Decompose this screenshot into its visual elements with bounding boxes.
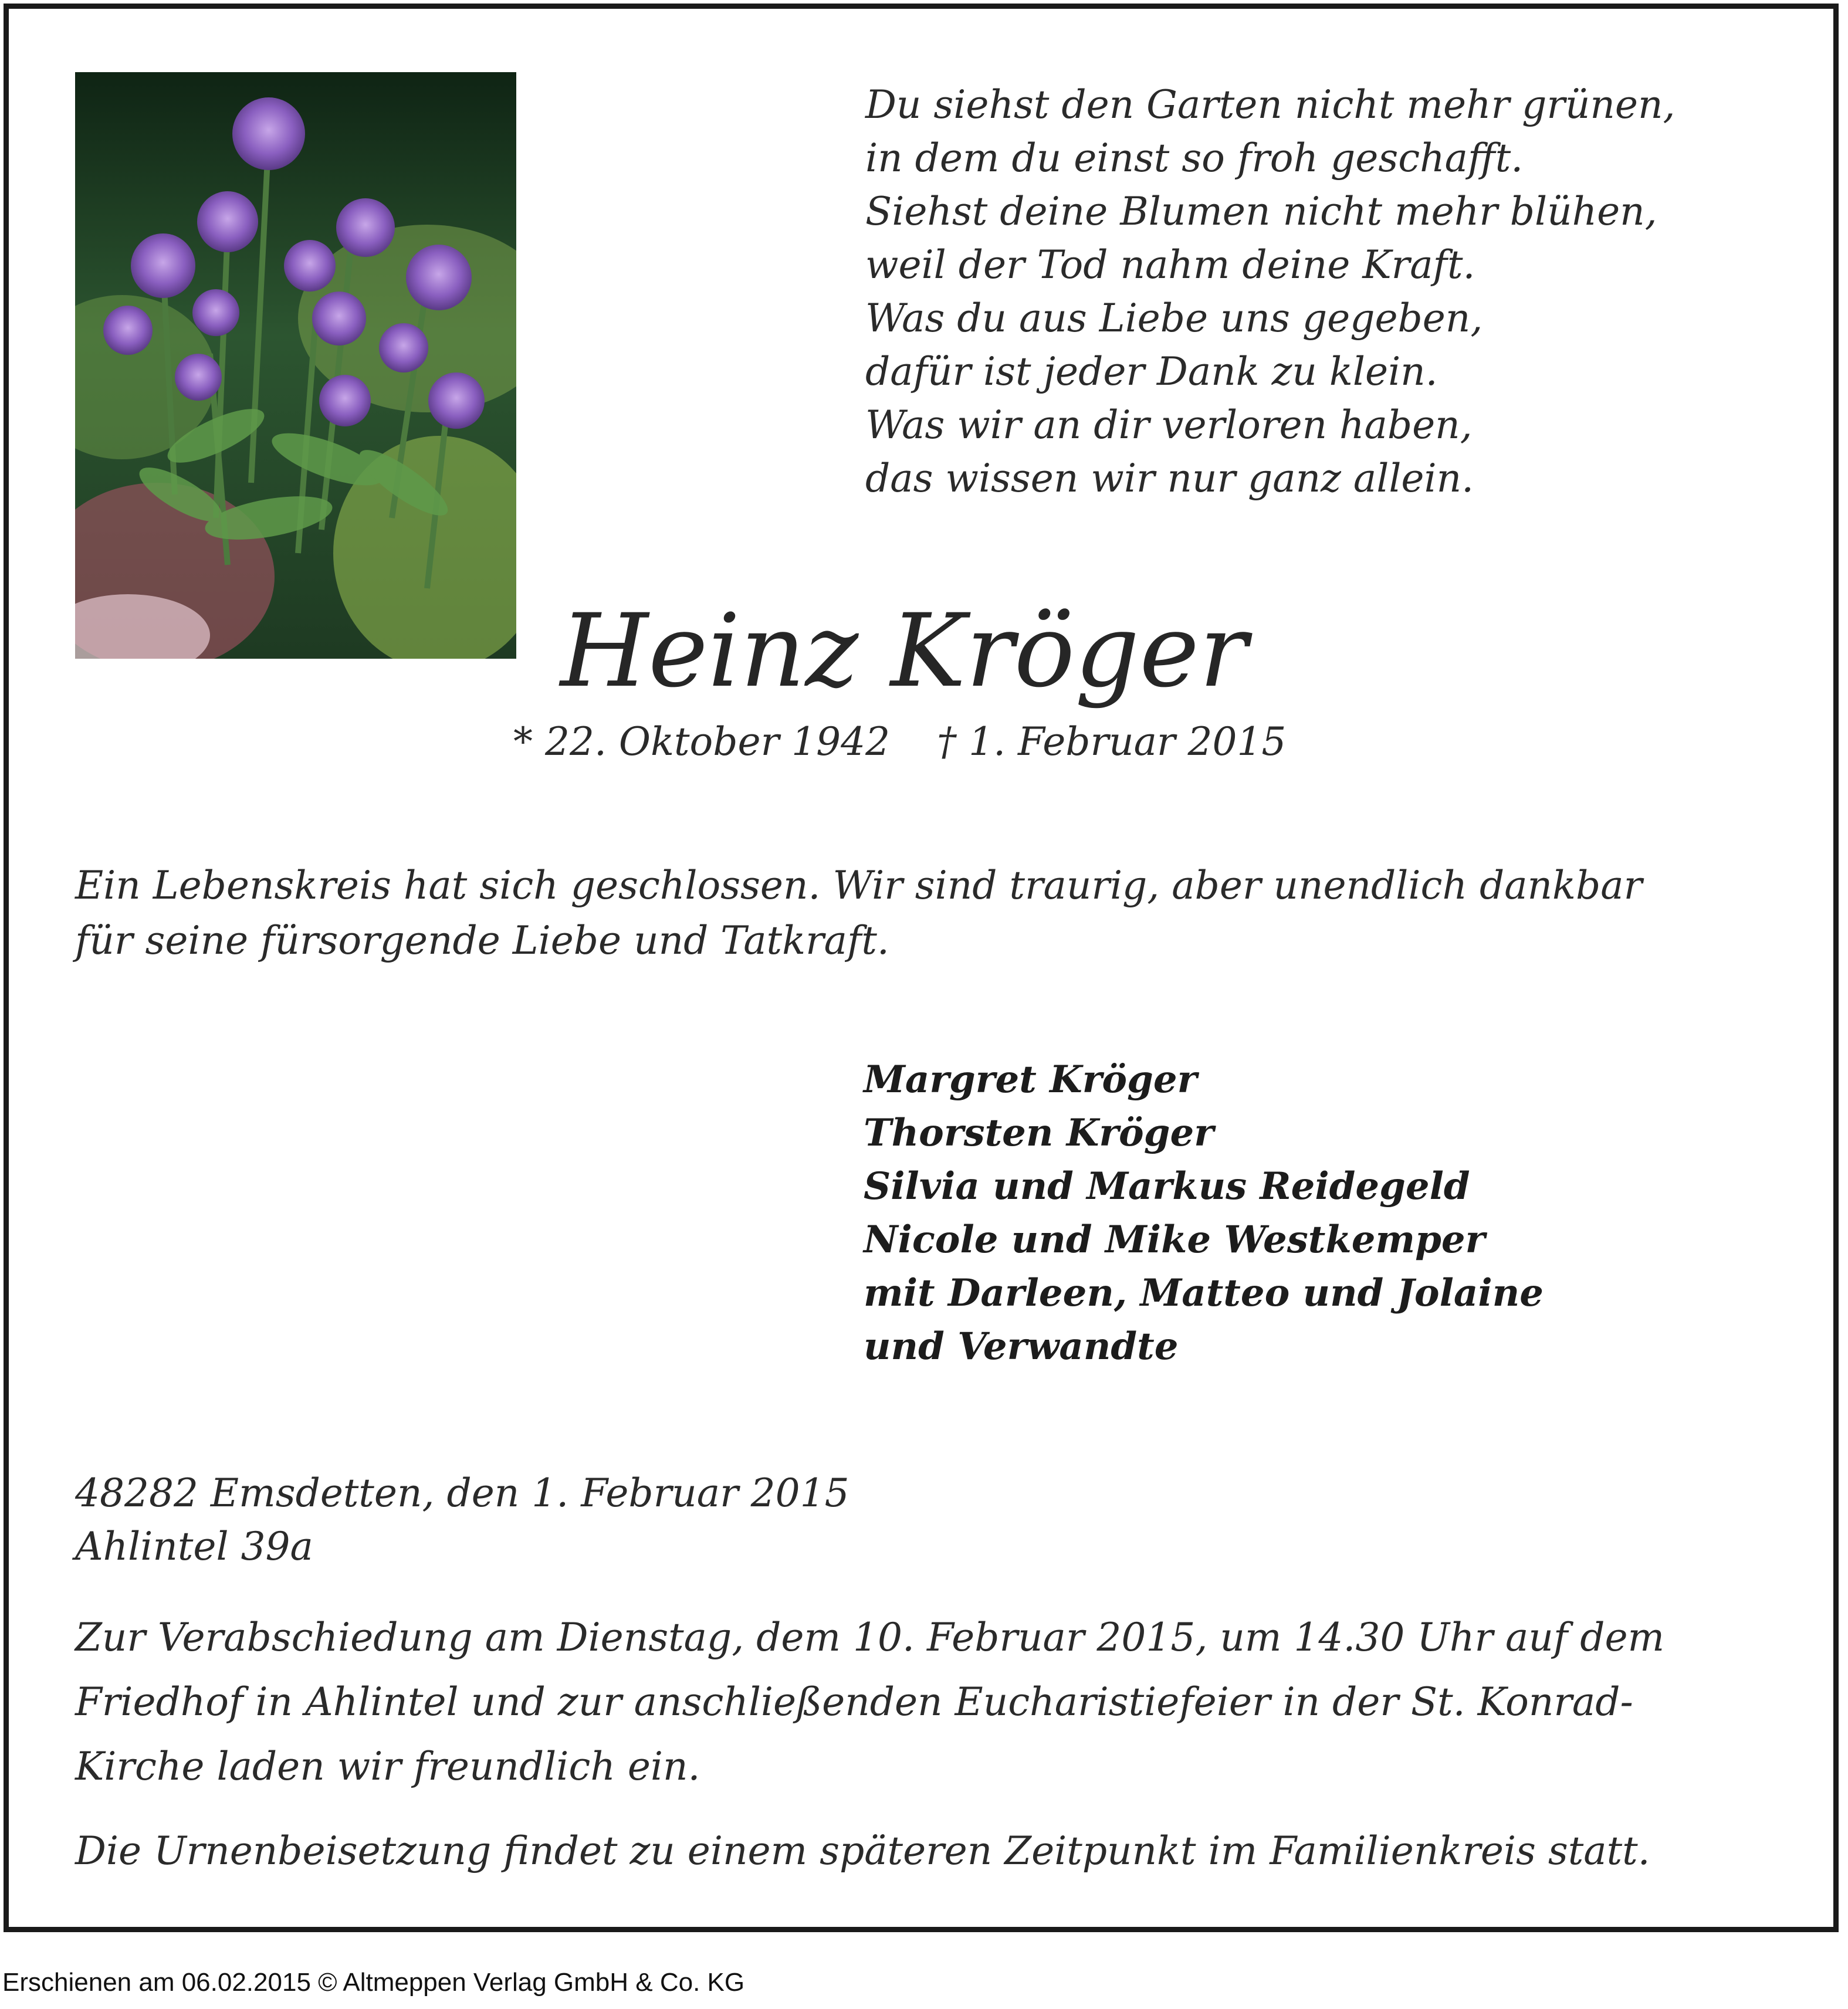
obituary-frame — [4, 4, 1839, 1932]
address-line: Ahlintel 39a — [75, 1524, 313, 1569]
poem-line: Was wir an dir verloren haben, — [865, 402, 1473, 448]
death-date: † 1. Februar 2015 — [937, 719, 1287, 764]
mourner-name: mit Darleen, Matteo und Jolaine — [864, 1271, 1544, 1315]
memorial-poem — [865, 78, 1804, 505]
poem-line: Du siehst den Garten nicht mehr grünen, — [865, 82, 1676, 127]
poem-line: das wissen wir nur ganz allein. — [865, 456, 1474, 501]
invitation-line: Zur Verabschiedung am Dienstag, dem 10. Februar 2015, um 14.30 Uhr auf dem — [75, 1615, 1665, 1660]
mourners-list — [864, 1053, 1802, 1373]
place-line: 48282 Emsdetten, den 1. Februar 2015 — [75, 1471, 849, 1516]
garden-flowers-image — [75, 72, 516, 659]
place-and-date — [75, 1466, 1014, 1573]
flower-photo — [75, 72, 516, 659]
intro-line: für seine fürsorgende Liebe und Tatkraft. — [75, 918, 889, 963]
poem-line: dafür ist jeder Dank zu klein. — [865, 349, 1438, 394]
mourner-name: Margret Kröger — [864, 1058, 1197, 1102]
intro-line: Ein Lebenskreis hat sich geschlossen. Wir sind traurig, aber unendlich dankbar — [75, 863, 1643, 908]
invitation-line: Kirche laden wir freundlich ein. — [75, 1744, 700, 1789]
mourner-name: Nicole und Mike Westkemper — [864, 1218, 1485, 1262]
invitation-line: Friedhof in Ahlintel und zur anschließenden Eucharistiefeier in der St. Konrad- — [75, 1679, 1633, 1725]
poem-line: Siehst deine Blumen nicht mehr blühen, — [865, 189, 1657, 234]
life-dates — [513, 719, 1393, 765]
deceased-name: Heinz Kröger — [560, 592, 1248, 710]
poem-line: weil der Tod nahm deine Kraft. — [865, 242, 1475, 287]
urn-burial-note: Die Urnenbeisetzung findet zu einem späteren Zeitpunkt im Familienkreis statt. — [75, 1828, 1650, 1874]
funeral-invitation — [75, 1605, 1794, 1799]
mourner-name: Silvia und Markus Reidegeld — [864, 1164, 1470, 1208]
intro-text — [75, 858, 1794, 968]
mourner-name: Thorsten Kröger — [864, 1111, 1214, 1155]
mourner-name: und Verwandte — [864, 1324, 1179, 1368]
poem-line: Was du aus Liebe uns gegeben, — [865, 296, 1483, 341]
poem-line: in dem du einst so froh geschafft. — [865, 135, 1524, 181]
publication-footer: Erschienen am 06.02.2015 © Altmeppen Verlag GmbH & Co. KG — [2, 1968, 745, 1997]
birth-date: * 22. Oktober 1942 — [513, 719, 891, 764]
